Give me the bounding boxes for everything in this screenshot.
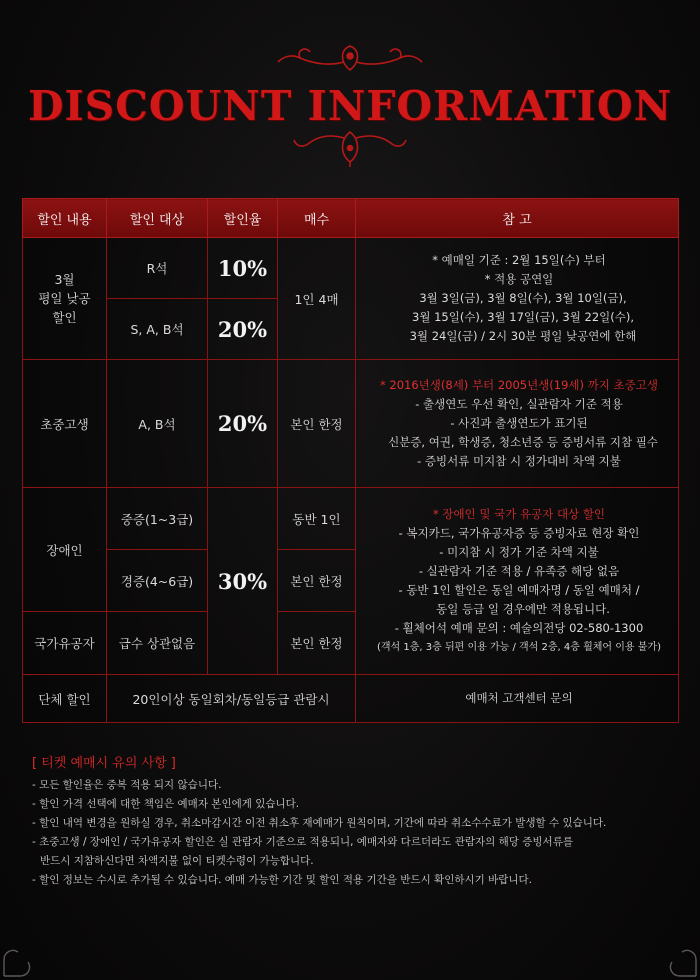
list-item: - 할인 정보는 수시로 추가될 수 있습니다. 예매 가능한 기간 및 할인 적용 기간을 반드시 확인하시기 바랍니다. <box>32 874 533 886</box>
march-notes: * 예매일 기준 : 2월 15일(수) 부터 * 적용 공연일 3월 3일(금), 3월 8일(수), 3월 10일(금), 3월 15일(수), 3월 17일(금), 3월 22일(수), 3월 24일(금) / 2시 30분 평일 낮공연에 한해 <box>356 238 679 360</box>
student-qty: 본인 한정 <box>278 360 356 488</box>
list-item: - 초중고생 / 장애인 / 국가유공자 할인은 실 관람자 기준으로 적용되니, 예매자와 다르더라도 관람자의 해당 증빙서류를 <box>32 836 573 848</box>
table-row <box>23 488 679 550</box>
list-item: - 할인 가격 선택에 대한 책임은 예매자 본인에게 있습니다. <box>32 798 300 810</box>
ornament-bottom-icon <box>290 128 410 168</box>
table-row <box>23 675 679 723</box>
march-rate-sab: 20% <box>208 299 278 360</box>
disabled-qty-mild: 본인 한정 <box>278 550 356 612</box>
header-qty: 매수 <box>278 199 356 238</box>
disabled-rate: 30% <box>208 488 278 675</box>
student-notes: * 2016년생(8세) 부터 2005년생(19세) 까지 초중고생 - 출생연도 우선 확인, 실관람자 기준 적용 - 사진과 출생연도가 표기된 신분증, 여권, 학생증, 청소년증 등 증빙서류 지참 필수 - 증빙서류 미지참 시 정가대비 차액 지불 <box>356 360 679 488</box>
header-category: 할인 내용 <box>23 199 107 238</box>
student-target: A, B석 <box>107 360 208 488</box>
header-notes: 참 고 <box>356 199 679 238</box>
corner-ornament-icon <box>2 942 38 978</box>
warnings-list <box>32 776 606 890</box>
march-target-sab: S, A, B석 <box>107 299 208 360</box>
student-category: 초중고생 <box>23 360 107 488</box>
march-category: 3월 평일 낮공 할인 <box>23 238 107 360</box>
page-title: DISCOUNT INFORMATION <box>27 82 673 130</box>
group-category: 단체 할인 <box>23 675 107 723</box>
corner-ornament-icon <box>662 942 698 978</box>
header-rate: 할인율 <box>208 199 278 238</box>
group-note: 예매처 고객센터 문의 <box>356 675 679 723</box>
veteran-category: 국가유공자 <box>23 612 107 675</box>
disabled-target-severe: 중증(1~3급) <box>107 488 208 550</box>
disabled-notes: * 장애인 및 국가 유공자 대상 할인 - 복지카드, 국가유공자증 등 증빙자료 현장 확인 - 미지참 시 정가 기준 차액 지불 - 실관람자 기준 적용 / 유족증 해당 없음 - 동반 1인 할인은 동일 예매자명 / 동일 예매처 / 동일 등급 일 경우에만 적용됩니다. - 휠체어석 예매 문의 : 예술의전당 02-580-1300 (객석 1층, 3층 뒤편 이용 가능 / 객석 2층, 4층 휠체어 이용 불가) <box>356 488 679 675</box>
table-row <box>23 360 679 488</box>
disabled-category: 장애인 <box>23 488 107 612</box>
warnings-title: [ 티켓 예매시 유의 사항 ] <box>32 756 176 771</box>
march-rate-r: 10% <box>208 238 278 299</box>
list-item: - 할인 내역 변경을 원하실 경우, 취소마감시간 이전 취소후 재예매가 원칙이며, 기간에 따라 취소수수료가 발생할 수 있습니다. <box>32 817 607 829</box>
disabled-target-mild: 경증(4~6급) <box>107 550 208 612</box>
veteran-target: 급수 상관없음 <box>107 612 208 675</box>
ornament-top-icon <box>270 40 430 76</box>
student-rate: 20% <box>208 360 278 488</box>
header-target: 할인 대상 <box>107 199 208 238</box>
group-target: 20인이상 동일회차/동일등급 관람시 <box>107 675 356 723</box>
veteran-qty: 본인 한정 <box>278 612 356 675</box>
table-row <box>23 238 679 299</box>
march-qty: 1인 4매 <box>278 238 356 360</box>
discount-table <box>22 198 679 723</box>
disabled-qty-severe: 동반 1인 <box>278 488 356 550</box>
list-item: 반드시 지참하신다면 차액지불 없이 티켓수령이 가능합니다. <box>40 855 314 867</box>
march-target-r: R석 <box>107 238 208 299</box>
list-item: - 모든 할인율은 중복 적용 되지 않습니다. <box>32 779 222 791</box>
table-header-row <box>23 199 679 238</box>
